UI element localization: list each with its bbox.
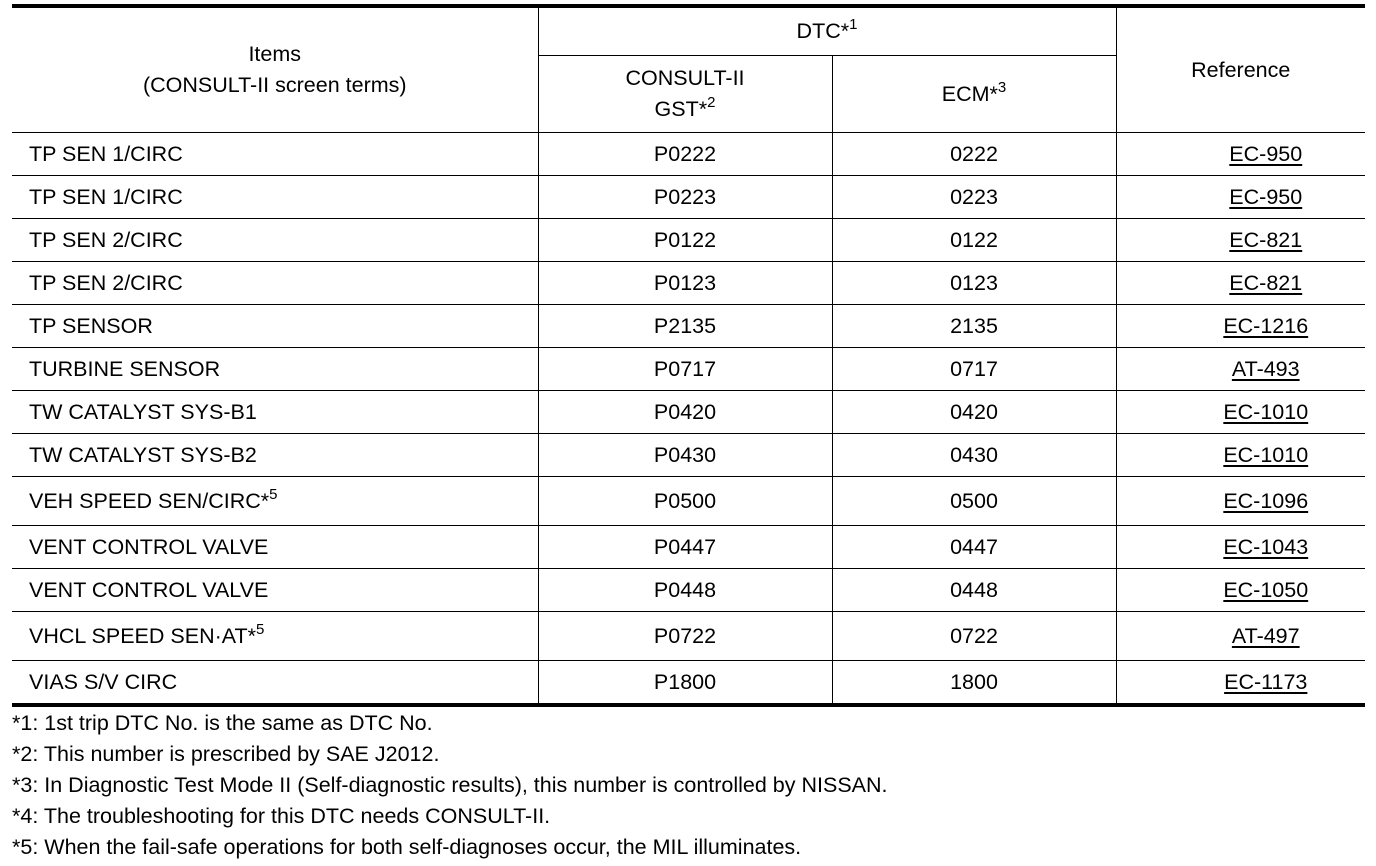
item-text: VENT CONTROL VALVE [29, 534, 269, 559]
dtc-header-sup: 1 [849, 16, 858, 33]
reference-cell [1116, 305, 1365, 348]
item-cell [12, 526, 538, 569]
ecm-header-text: ECM* [941, 81, 998, 106]
item-cell [12, 569, 538, 612]
item-cell [12, 133, 538, 176]
footnote-3: *3: In Diagnostic Test Mode II (Self-diagnostic results), this number is controlled by NISSAN. [12, 773, 888, 797]
ecm-header [832, 56, 1116, 133]
ecm-header-sup: 3 [997, 78, 1007, 96]
reference-link[interactable]: EC-1173 [1224, 669, 1308, 694]
table-row [12, 262, 1365, 305]
reference-link[interactable]: EC-1010 [1223, 399, 1309, 424]
reference-header [1116, 6, 1365, 133]
consult-header-sup: 2 [707, 94, 716, 111]
reference-link[interactable]: EC-821 [1229, 270, 1303, 295]
reference-cell [1116, 477, 1365, 526]
item-text: VHCL SPEED SEN·AT* [29, 623, 256, 648]
ecm-cell: 0420 [832, 391, 1116, 434]
reference-link[interactable]: EC-950 [1229, 184, 1303, 209]
consult-cell: P0717 [538, 348, 832, 391]
ecm-cell: 0447 [832, 526, 1116, 569]
consult-header-gst: GST* [654, 97, 708, 121]
reference-cell [1116, 661, 1365, 706]
consult-cell: P0448 [538, 569, 832, 612]
item-cell [12, 661, 538, 706]
footnotes [12, 708, 888, 863]
footnote-5: *5: When the fail-safe operations for both self-diagnoses occur, the MIL illuminates. [12, 835, 802, 859]
table-row [12, 612, 1365, 661]
ecm-cell: 0223 [832, 176, 1116, 219]
ecm-cell: 0122 [832, 219, 1116, 262]
item-cell [12, 305, 538, 348]
footnote-2: *2: This number is prescribed by SAE J2012. [12, 742, 440, 766]
table-row [12, 661, 1365, 706]
table-row [12, 305, 1365, 348]
reference-link[interactable]: EC-1096 [1223, 488, 1309, 513]
footnote-1: *1: 1st trip DTC No. is the same as DTC No. [12, 711, 433, 735]
consult-cell: P0420 [538, 391, 832, 434]
reference-cell [1116, 526, 1365, 569]
reference-link[interactable]: EC-950 [1229, 141, 1303, 166]
reference-cell [1116, 391, 1365, 434]
item-text: TP SEN 2/CIRC [29, 227, 183, 252]
ecm-cell: 0722 [832, 612, 1116, 661]
item-text: TW CATALYST SYS-B1 [29, 399, 257, 424]
table-row [12, 348, 1365, 391]
item-text: TP SEN 2/CIRC [29, 270, 183, 295]
item-cell [12, 612, 538, 661]
table-row [12, 569, 1365, 612]
consult-cell: P1800 [538, 661, 832, 706]
consult-header [538, 56, 832, 133]
item-text: TP SENSOR [29, 313, 153, 338]
reference-cell [1116, 434, 1365, 477]
reference-link[interactable]: AT-497 [1231, 623, 1300, 648]
ecm-cell: 0717 [832, 348, 1116, 391]
items-header-line1: Items [248, 42, 302, 66]
ecm-cell: 0430 [832, 434, 1116, 477]
table-row [12, 391, 1365, 434]
item-text: TW CATALYST SYS-B2 [29, 442, 257, 467]
consult-cell: P0223 [538, 176, 832, 219]
dtc-header-text: DTC* [796, 19, 850, 43]
consult-cell: P0430 [538, 434, 832, 477]
reference-header-text: Reference [1191, 57, 1291, 82]
consult-cell: P0722 [538, 612, 832, 661]
item-cell [12, 391, 538, 434]
consult-cell: P0122 [538, 219, 832, 262]
reference-link[interactable]: EC-1043 [1223, 534, 1309, 559]
table-row [12, 526, 1365, 569]
table-row [12, 434, 1365, 477]
consult-header-line2 [539, 94, 832, 125]
reference-cell [1116, 176, 1365, 219]
consult-cell: P2135 [538, 305, 832, 348]
reference-cell [1116, 133, 1365, 176]
consult-cell: P0222 [538, 133, 832, 176]
item-text: TURBINE SENSOR [29, 356, 221, 381]
ecm-cell: 2135 [832, 305, 1116, 348]
ecm-cell: 0448 [832, 569, 1116, 612]
reference-cell [1116, 569, 1365, 612]
item-sup: 5 [269, 485, 278, 503]
items-header-line2: (CONSULT-II screen terms) [142, 73, 407, 97]
reference-link[interactable]: EC-1050 [1223, 577, 1309, 602]
table-row [12, 176, 1365, 219]
item-cell [12, 434, 538, 477]
reference-cell [1116, 262, 1365, 305]
item-cell [12, 262, 538, 305]
item-text: VIAS S/V CIRC [29, 669, 178, 694]
item-text: TP SEN 1/CIRC [29, 184, 183, 209]
consult-cell: P0123 [538, 262, 832, 305]
items-header [12, 6, 538, 133]
reference-link[interactable]: EC-821 [1229, 227, 1303, 252]
reference-link[interactable]: EC-1216 [1223, 313, 1309, 338]
item-text: TP SEN 1/CIRC [29, 141, 183, 166]
reference-link[interactable]: AT-493 [1231, 356, 1300, 381]
dtc-header [538, 6, 1116, 56]
item-cell [12, 348, 538, 391]
header-row-1 [12, 6, 1365, 56]
reference-cell [1116, 219, 1365, 262]
table-row [12, 219, 1365, 262]
consult-header-line1: CONSULT-II [625, 66, 745, 90]
table-row [12, 477, 1365, 526]
item-cell [12, 477, 538, 526]
consult-cell: P0447 [538, 526, 832, 569]
table-row [12, 133, 1365, 176]
item-cell [12, 219, 538, 262]
reference-cell [1116, 348, 1365, 391]
ecm-cell: 1800 [832, 661, 1116, 706]
item-cell [12, 176, 538, 219]
footnote-4: *4: The troubleshooting for this DTC needs CONSULT-II. [12, 804, 551, 828]
dtc-table [12, 4, 1365, 707]
item-text: VEH SPEED SEN/CIRC* [29, 488, 270, 513]
ecm-cell: 0222 [832, 133, 1116, 176]
reference-link[interactable]: EC-1010 [1223, 442, 1309, 467]
reference-cell [1116, 612, 1365, 661]
ecm-cell: 0500 [832, 477, 1116, 526]
item-sup: 5 [256, 620, 265, 638]
item-text: VENT CONTROL VALVE [29, 577, 269, 602]
consult-cell: P0500 [538, 477, 832, 526]
ecm-cell: 0123 [832, 262, 1116, 305]
